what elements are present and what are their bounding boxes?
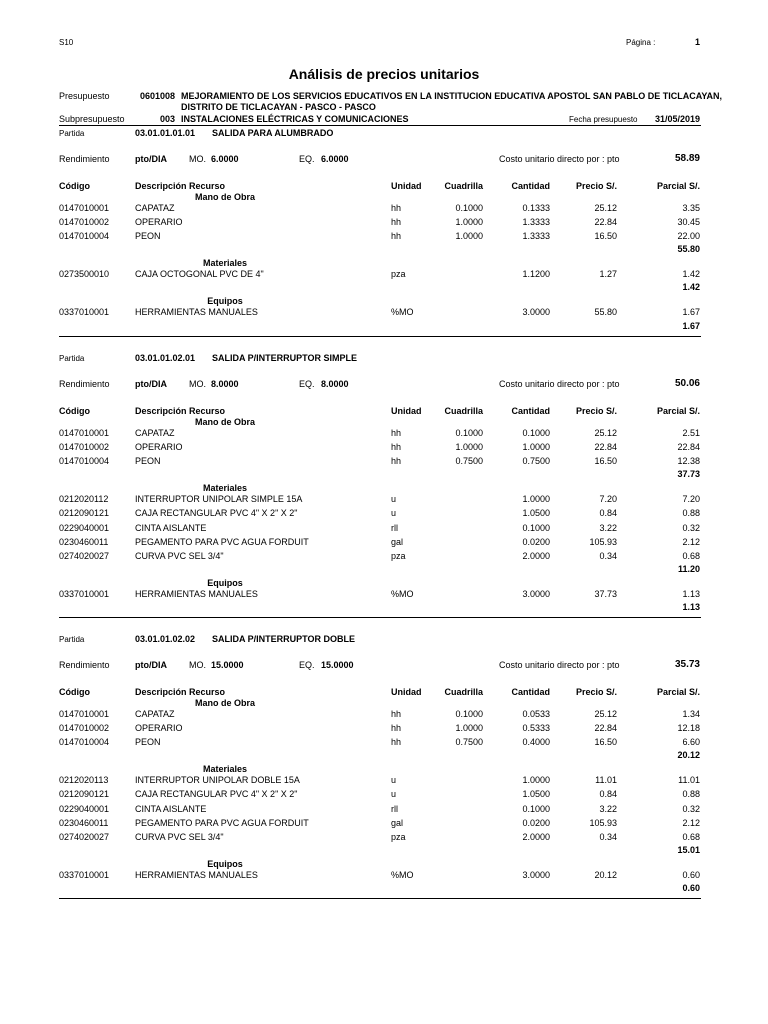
resource-cuadrilla: 0.1000 [455,203,483,213]
resource-cantidad: 0.0200 [522,817,550,828]
resource-code: 0337010001 [59,307,110,318]
resource-cuadrilla: 1.0000 [455,217,483,228]
resource-parcial: 1.67 [682,307,700,318]
resource-code: 0212090121 [59,789,110,800]
resource-code: 0274020027 [59,550,110,561]
resource-description: CAPATAZ [135,709,175,719]
resource-parcial: 22.00 [677,231,700,242]
resource-unit: gal [391,536,404,547]
subpresupuesto-label: Subpresupuesto [59,114,125,124]
header-divider [59,125,701,126]
resource-code: 0147010004 [59,231,110,242]
partida-label: Partida [59,129,85,138]
page-number: 1 [694,37,700,47]
resource-unit: hh [391,442,402,453]
partida-label: Partida [59,354,85,363]
resource-cantidad: 3.0000 [522,869,550,880]
costo-label: Costo unitario directo por : pto [499,660,620,670]
rendimiento-label: Rendimiento [59,154,110,164]
resource-unit: %MO [391,869,414,880]
resource-cantidad: 2.0000 [522,550,550,561]
costo-value: 35.73 [674,659,700,670]
resource-description: CAJA RECTANGULAR PVC 4" X 2" X 2" [135,508,298,519]
resource-unit: hh [391,231,402,242]
resource-unit: hh [391,217,402,228]
presupuesto-code: 0601008 [140,91,176,101]
partida-name: SALIDA P/INTERRUPTOR DOBLE [212,634,356,644]
group-subtotal: 20.12 [677,750,700,761]
resource-description: CAJA RECTANGULAR PVC 4" X 2" X 2" [135,789,298,800]
resource-parcial: 0.68 [682,550,700,561]
resource-precio: 16.50 [594,737,617,748]
group-subtotal: 15.01 [677,844,700,855]
mo-value: 8.0000 [211,379,239,389]
eq-value: 8.0000 [321,379,349,389]
resource-description: HERRAMIENTAS MANUALES [135,869,258,880]
resource-unit: hh [391,723,402,734]
resource-description: OPERARIO [135,723,183,734]
column-cantidad: Cantidad [511,687,550,697]
resource-unit: rll [391,803,398,814]
column-parcial: Parcial S/. [656,181,700,191]
page-title: Análisis de precios unitarios [288,66,480,82]
column-codigo: Código [59,406,90,416]
eq-label: EQ. [299,154,315,164]
resource-cuadrilla: 0.1000 [455,709,483,719]
resource-parcial: 7.20 [682,494,700,505]
column-unidad: Unidad [391,181,422,191]
resource-description: PEON [135,737,161,748]
resource-precio: 105.93 [589,817,617,828]
resource-precio: 3.22 [599,803,617,814]
resource-unit: pza [391,269,406,280]
mo-label: MO. [189,154,206,164]
section-divider [59,336,701,337]
resource-code: 0229040001 [59,522,110,533]
resource-code: 0147010002 [59,723,110,734]
resource-precio: 0.84 [599,789,617,800]
resource-cuadrilla: 1.0000 [455,442,483,453]
group-title: Equipos [207,577,243,588]
resource-cuadrilla: 1.0000 [455,723,483,734]
resource-code: 0274020027 [59,831,110,842]
resource-description: CAPATAZ [135,203,175,213]
resource-description: INTERRUPTOR UNIPOLAR SIMPLE 15A [135,494,303,505]
resource-unit: hh [391,737,402,748]
costo-value: 58.89 [674,153,700,164]
resource-code: 0147010004 [59,737,110,748]
column-parcial: Parcial S/. [656,687,700,697]
resource-cantidad: 0.1333 [522,203,550,213]
column-cuadrilla: Cuadrilla [444,181,483,191]
column-cantidad: Cantidad [511,406,550,416]
resource-description: HERRAMIENTAS MANUALES [135,588,258,599]
resource-precio: 22.84 [594,723,617,734]
group-subtotal: 0.60 [682,882,700,893]
resource-cantidad: 0.0200 [522,536,550,547]
partida-code: 03.01.01.01.01 [135,128,196,138]
group-subtotal: 37.73 [677,469,700,480]
resource-code: 0147010001 [59,203,110,213]
presupuesto-label: Presupuesto [59,91,110,101]
resource-cantidad: 0.4000 [522,737,550,748]
mo-label: MO. [189,660,206,670]
resource-code: 0230460011 [59,817,109,828]
fecha-value: 31/05/2019 [654,114,700,124]
resource-code: 0229040001 [59,803,110,814]
resource-precio: 22.84 [594,217,617,228]
group-title: Mano de Obra [194,417,255,427]
rendimiento-unit: pto/DIA [135,379,167,389]
eq-label: EQ. [299,660,315,670]
resource-parcial: 0.68 [682,831,700,842]
resource-description: HERRAMIENTAS MANUALES [135,307,258,318]
resource-parcial: 2.51 [682,428,700,438]
group-subtotal: 1.42 [682,282,700,293]
resource-precio: 0.84 [599,508,617,519]
mo-label: MO. [189,379,206,389]
column-parcial: Parcial S/. [656,406,700,416]
resource-precio: 1.27 [599,269,617,280]
resource-parcial: 0.60 [682,869,700,880]
resource-code: 0337010001 [59,588,110,599]
column-descripcion: Descripción Recurso [135,181,226,191]
resource-description: PEON [135,231,161,242]
group-subtotal: 1.13 [682,601,700,612]
resource-precio: 0.34 [599,550,617,561]
resource-parcial: 2.12 [682,536,700,547]
resource-cantidad: 0.7500 [522,456,550,467]
resource-precio: 105.93 [589,536,617,547]
resource-precio: 0.34 [599,831,617,842]
resource-cuadrilla: 1.0000 [455,231,483,242]
section-divider [59,617,701,618]
resource-code: 0147010001 [59,428,110,438]
resource-precio: 3.22 [599,522,617,533]
resource-cantidad: 1.0500 [522,508,550,519]
group-title: Materiales [202,764,248,775]
resource-cantidad: 1.0000 [522,775,550,786]
resource-cantidad: 1.0500 [522,789,550,800]
resource-unit: hh [391,709,402,719]
fecha-label: Fecha presupuesto [569,115,638,124]
column-cuadrilla: Cuadrilla [444,406,483,416]
group-subtotal: 1.67 [682,320,700,331]
resource-parcial: 0.88 [682,508,700,519]
resource-cantidad: 1.3333 [522,231,550,242]
partida-label: Partida [59,635,85,644]
resource-code: 0147010001 [59,709,110,719]
resource-unit: u [391,775,397,786]
group-title: Materiales [202,483,248,494]
resource-cantidad: 0.1000 [522,522,550,533]
resource-parcial: 1.42 [682,269,700,280]
section-divider [59,898,701,899]
mo-value: 15.0000 [211,660,244,670]
resource-cantidad: 0.1000 [522,803,550,814]
resource-precio: 22.84 [594,442,617,453]
resource-parcial: 12.18 [677,723,700,734]
resource-code: 0337010001 [59,869,110,880]
resource-code: 0147010004 [59,456,110,467]
resource-precio: 16.50 [594,231,617,242]
group-title: Mano de Obra [194,698,255,708]
group-title: Mano de Obra [194,192,255,202]
resource-precio: 25.12 [594,709,617,719]
presupuesto-description: MEJORAMIENTO DE LOS SERVICIOS EDUCATIVOS EN LA INSTITUCION EDUCATIVA APOSTOL SAN PABLO DE TICLACAYAN, [181,91,723,101]
rendimiento-label: Rendimiento [59,379,110,389]
resource-description: CURVA PVC SEL 3/4" [135,550,224,561]
mo-value: 6.0000 [211,154,239,164]
subpresupuesto-code: 003 [160,114,176,124]
resource-parcial: 3.35 [682,203,700,213]
resource-description: CAPATAZ [135,428,175,438]
resource-code: 0147010002 [59,217,110,228]
resource-unit: hh [391,203,402,213]
resource-parcial: 30.45 [677,217,700,228]
resource-parcial: 0.88 [682,789,700,800]
resource-precio: 55.80 [594,307,617,318]
resource-precio: 11.01 [595,775,617,786]
rendimiento-label: Rendimiento [59,660,110,670]
column-descripcion: Descripción Recurso [135,406,226,416]
column-precio: Precio S/. [575,406,617,416]
column-codigo: Código [59,181,90,191]
resource-code: 0230460011 [59,536,109,547]
group-subtotal: 55.80 [677,244,700,255]
page-label: Página : [626,38,656,47]
partida-name: SALIDA P/INTERRUPTOR SIMPLE [212,353,358,363]
resource-description: OPERARIO [135,442,183,453]
costo-label: Costo unitario directo por : pto [499,379,620,389]
resource-code: 0212020112 [59,494,109,505]
resource-parcial: 11.01 [678,775,700,786]
resource-description: CINTA AISLANTE [135,522,207,533]
column-descripcion: Descripción Recurso [135,687,226,697]
resource-description: OPERARIO [135,217,183,228]
software-label: S10 [59,38,74,47]
resource-description: CINTA AISLANTE [135,803,207,814]
resource-cantidad: 3.0000 [522,307,550,318]
resource-cantidad: 2.0000 [522,831,550,842]
column-precio: Precio S/. [575,687,617,697]
resource-precio: 37.73 [594,588,617,599]
resource-description: INTERRUPTOR UNIPOLAR DOBLE 15A [135,775,300,786]
resource-unit: u [391,508,397,519]
resource-code: 0212020113 [59,775,109,786]
presupuesto-description-line2: DISTRITO DE TICLACAYAN - PASCO - PASCO [181,102,376,112]
resource-unit: gal [391,817,404,828]
resource-cantidad: 0.5333 [522,723,550,734]
resource-precio: 20.12 [594,869,617,880]
resource-parcial: 1.34 [682,709,700,719]
resource-parcial: 0.32 [682,803,700,814]
column-cantidad: Cantidad [511,181,550,191]
column-cuadrilla: Cuadrilla [444,687,483,697]
subpresupuesto-description: INSTALACIONES ELÉCTRICAS Y COMUNICACIONES [181,114,409,124]
resource-description: CAJA OCTOGONAL PVC DE 4" [135,269,264,280]
resource-cantidad: 1.3333 [522,217,550,228]
resource-cantidad: 1.0000 [522,442,550,453]
resource-parcial: 12.38 [677,456,700,467]
resource-parcial: 6.60 [682,737,700,748]
resource-description: PEGAMENTO PARA PVC AGUA FORDUIT [135,817,309,828]
resource-precio: 16.50 [594,456,617,467]
resource-cuadrilla: 0.7500 [455,456,483,467]
resource-unit: hh [391,456,402,467]
group-subtotal: 11.20 [677,563,700,574]
resource-unit: %MO [391,588,414,599]
resource-unit: u [391,789,397,800]
resource-cantidad: 0.0533 [522,709,550,719]
resource-description: CURVA PVC SEL 3/4" [135,831,224,842]
column-precio: Precio S/. [575,181,617,191]
resource-cantidad: 0.1000 [522,428,550,438]
resource-unit: pza [391,550,406,561]
partida-code: 03.01.01.02.02 [135,634,196,644]
group-title: Equipos [207,858,243,869]
resource-parcial: 0.32 [682,522,700,533]
resource-precio: 25.12 [594,203,617,213]
resource-unit: rll [391,522,398,533]
resource-description: PEON [135,456,161,467]
eq-value: 6.0000 [321,154,349,164]
resource-cantidad: 3.0000 [522,588,550,599]
resource-code: 0147010002 [59,442,110,453]
resource-unit: hh [391,428,402,438]
resource-cuadrilla: 0.1000 [455,428,483,438]
resource-cuadrilla: 0.7500 [455,737,483,748]
column-unidad: Unidad [391,406,422,416]
resource-precio: 25.12 [594,428,617,438]
resource-cantidad: 1.0000 [522,494,550,505]
rendimiento-unit: pto/DIA [135,660,167,670]
resource-code: 0273500010 [59,269,110,280]
resource-code: 0212090121 [59,508,110,519]
group-title: Equipos [207,296,243,307]
column-codigo: Código [59,687,90,697]
resource-unit: u [391,494,397,505]
eq-label: EQ. [299,379,315,389]
resource-unit: %MO [391,307,414,318]
group-title: Materiales [202,258,248,269]
costo-value: 50.06 [674,378,700,389]
eq-value: 15.0000 [321,660,354,670]
resource-precio: 7.20 [599,494,617,505]
costo-label: Costo unitario directo por : pto [499,154,620,164]
partida-name: SALIDA PARA ALUMBRADO [212,128,334,138]
rendimiento-unit: pto/DIA [135,154,167,164]
resource-description: PEGAMENTO PARA PVC AGUA FORDUIT [135,536,309,547]
partida-code: 03.01.01.02.01 [135,353,196,363]
resource-parcial: 2.12 [682,817,700,828]
column-unidad: Unidad [391,687,422,697]
resource-cantidad: 1.1200 [522,269,550,280]
resource-parcial: 22.84 [677,442,700,453]
resource-parcial: 1.13 [682,588,700,599]
resource-unit: pza [391,831,406,842]
